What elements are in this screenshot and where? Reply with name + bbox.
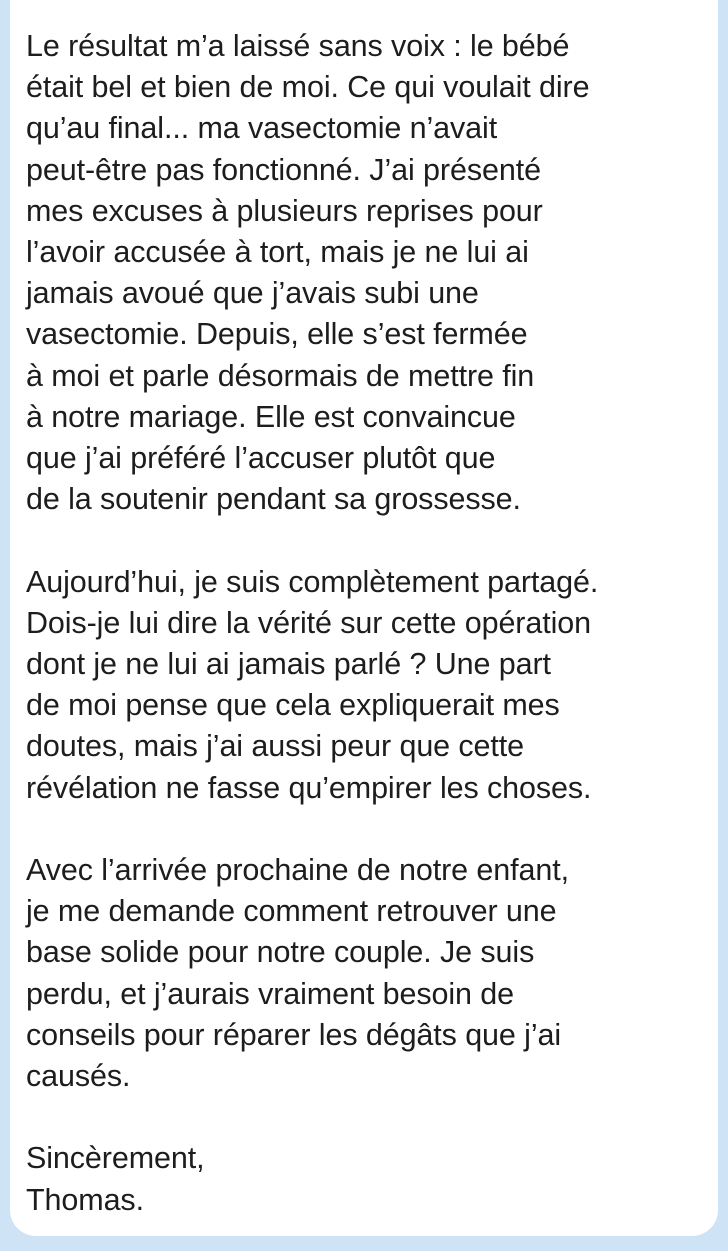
text-line: perdu, et j’aurais vraiment besoin de	[26, 976, 514, 1011]
text-line: mes excuses à plusieurs reprises pour	[26, 193, 543, 228]
text-line: peut-être pas fonctionné. J’ai présenté	[26, 152, 541, 187]
text-line: vasectomie. Depuis, elle s’est fermée	[26, 317, 528, 352]
text-line: de moi pense que cela expliquerait mes	[26, 688, 560, 723]
text-line: révélation ne fasse qu’empirer les choses.	[26, 770, 592, 805]
text-line: causés.	[26, 1059, 131, 1094]
text-line: que j’ai préféré l’accuser plutôt que	[26, 441, 496, 476]
text-line: de la soutenir pendant sa grossesse.	[26, 482, 521, 517]
text-line: doutes, mais j’ai aussi peur que cette	[26, 729, 525, 764]
text-line: Avec l’arrivée prochaine de notre enfant,	[26, 853, 569, 888]
closing-text: Sincèrement,	[26, 1141, 205, 1176]
paragraph-2	[26, 562, 716, 809]
paragraph-1	[26, 26, 716, 520]
text-line: l’avoir accusée à tort, mais je ne lui ai	[26, 235, 529, 270]
signature: Thomas.	[26, 1182, 144, 1217]
text-line: qu’au final... ma vasectomie n’avait	[26, 111, 498, 146]
text-line: conseils pour réparer les dégâts que j’ai	[26, 1017, 562, 1052]
message-body	[26, 26, 716, 1251]
text-line: à moi et parle désormais de mettre fin	[26, 358, 535, 393]
text-line: base solide pour notre couple. Je suis	[26, 935, 535, 970]
text-line: Aujourd’hui, je suis complètement partagé.	[26, 564, 599, 599]
text-line: jamais avoué que j’avais subi une	[26, 276, 479, 311]
text-line: je me demande comment retrouver une	[26, 894, 557, 929]
text-line: Le résultat m’a laissé sans voix : le bébé	[26, 29, 570, 63]
text-line: dont je ne lui ai jamais parlé ? Une part	[26, 647, 551, 682]
text-line: était bel et bien de moi. Ce qui voulait dire	[26, 70, 590, 105]
paragraph-3	[26, 850, 716, 1097]
text-line: Dois-je lui dire la vérité sur cette opération	[26, 605, 591, 640]
text-line: à notre mariage. Elle est convaincue	[26, 399, 516, 434]
signoff	[26, 1138, 716, 1220]
